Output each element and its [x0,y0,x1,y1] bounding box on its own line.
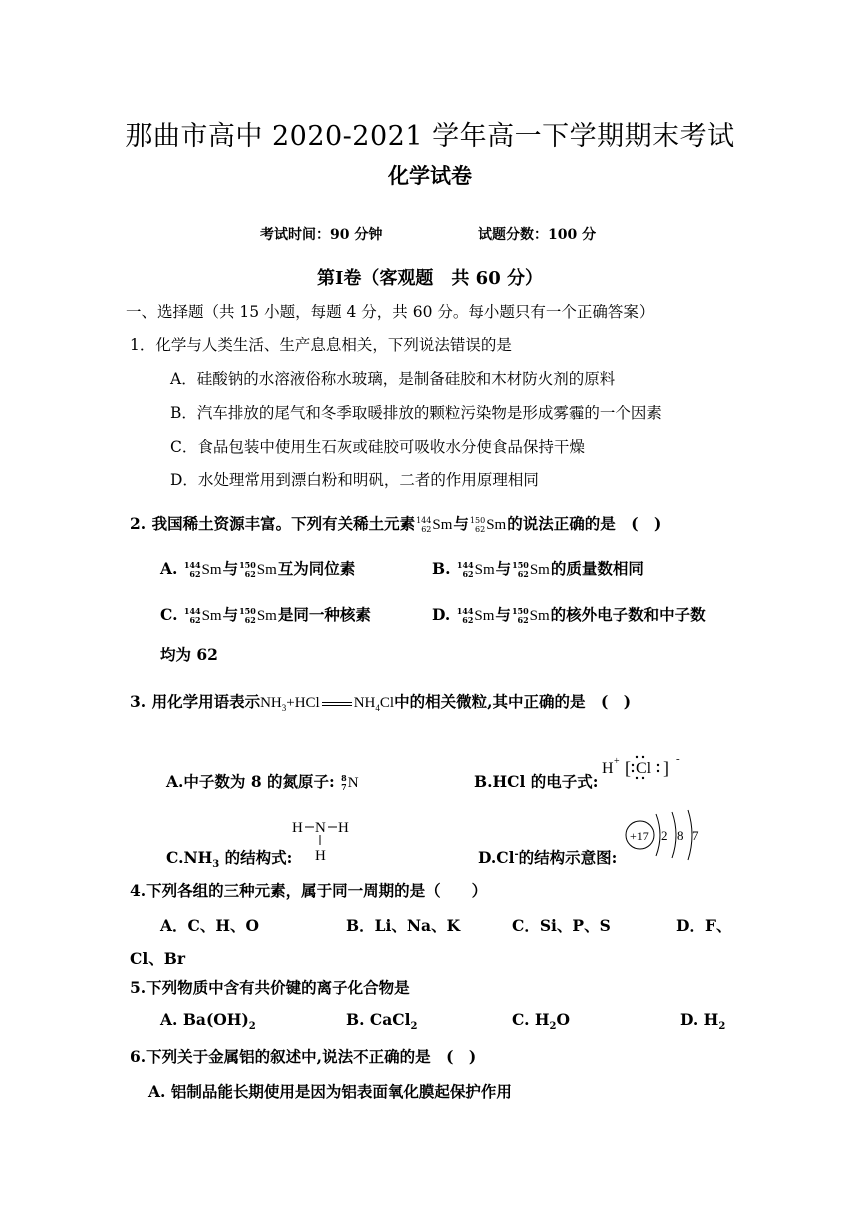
svg-text:]: ] [663,758,669,778]
svg-text:H: H [338,820,349,836]
q2-option-a: A. 144 62 Sm 与 150 62 Sm 互为同位素 [160,559,356,579]
section-instruction: 一、选择题（共 15 小题，每题 4 分，共 60 分。每小题只有一个正确答案） [126,303,655,321]
q4-option-d: D．F、 [676,916,732,935]
q4-stem: 4.下列各组的三种元素，属于同一周期的是（ ） [130,881,488,900]
q4-option-d-cont: Cl、Br [130,949,185,968]
svg-text:H: H [602,760,614,777]
q2-option-b: B. 144 62 Sm 与 150 62 Sm 的质量数相同 [432,559,644,579]
q3-option-d: D.Cl-的结构示意图: [478,848,618,867]
q5-option-a: A. $Ba(OH)_2$ [160,1010,256,1033]
q3-equation: $NH_3+HCl$ $NH_4Cl$ [260,695,395,713]
hcl-electron-formula [600,752,696,782]
exam-subtitle: 化学试卷 [388,164,472,188]
q4-option-b: B．Li、Na、K [346,916,461,935]
isotope-sm150: 150 62 Sm [469,516,507,534]
exam-score: 试题分数：100 分 [478,227,597,243]
q1-option-c: C．食品包装中使用生石灰或硅胶可吸收水分使食品保持干燥 [170,438,585,456]
q6-option-a: A. 铝制品能长期使用是因为铝表面氧化膜起保护作用 [148,1082,512,1101]
q2-option-c: C. 144 62 Sm 与 150 62 Sm 是同一种核素 [160,605,371,625]
q3-option-a: A.中子数为 8 的氮原子: 8 7 N [166,772,359,792]
q5-option-c: C. $H_2O$ [512,1010,570,1033]
q1-option-a: A．硅酸钠的水溶液俗称水玻璃，是制备硅胶和木材防火剂的原料 [170,370,616,388]
section-title: 第Ⅰ卷（客观题 共 60 分） [316,268,543,289]
exam-title: 那曲市高中 2020-2021 学年高一下学期期末考试 [125,121,735,152]
svg-text:7: 7 [692,828,699,843]
q5-stem: 5.下列物质中含有共价键的离子化合物是 [130,978,410,997]
q2-stem: 2. 我国稀土资源丰富。下列有关稀土元素 144 62 Sm 与 150 62 Sm 的说法正确的是 ( ) [130,514,662,534]
q1-option-d: D．水处理常用到漂白粉和明矾，二者的作用原理相同 [170,471,539,489]
q3-option-c: $C.NH_3$ 的结构式: [166,848,293,871]
svg-text:+: + [614,756,620,767]
svg-text:H: H [292,820,303,836]
svg-text:[: [ [625,758,631,778]
q1-stem: 1．化学与人类生活、生产息息相关，下列说法错误的是 [130,336,512,354]
q2-stem-suffix: 的说法正确的是 ( ) [507,514,662,533]
q5-option-d: D. $H_2$ [680,1010,726,1033]
svg-text:2: 2 [661,828,668,843]
exam-time: 考试时间：90 分钟 [260,227,383,243]
q5-option-b: B. CaCl$_2$ [346,1010,418,1033]
svg-text:N: N [315,820,326,836]
cl-ion-structure-diagram [622,808,702,862]
q2-stem-prefix: 2. 我国稀土资源丰富。下列有关稀土元素 [130,514,416,533]
svg-text:+17: +17 [630,829,649,843]
isotope-sm144: 144 62 Sm [416,516,453,534]
svg-text:8: 8 [677,828,684,843]
q4-option-c: C．Si、P、S [512,916,611,935]
q2-option-d-cont: 均为 62 [160,645,218,664]
q3-option-b: B.HCl 的电子式: [474,772,599,791]
nh3-structural-formula [290,818,360,862]
svg-text:H: H [315,848,326,862]
svg-text:Cl: Cl [636,760,652,777]
q3-stem: 3. 用化学用语表示$NH_3+HCl$ $NH_4Cl$中的相关微粒,其中正确的是 ( ) [130,692,632,713]
q2-option-d: D. 144 62 Sm 与 150 62 Sm 的核外电子数和中子数 [432,605,706,625]
q6-stem: 6.下列关于金属铝的叙述中,说法不正确的是 ( ) [130,1047,477,1066]
q1-option-b: B．汽车排放的尾气和冬季取暖排放的颗粒污染物是形成雾霾的一个因素 [170,404,662,422]
svg-text:-: - [676,753,680,765]
q4-option-a: A．C、H、O [160,916,260,935]
